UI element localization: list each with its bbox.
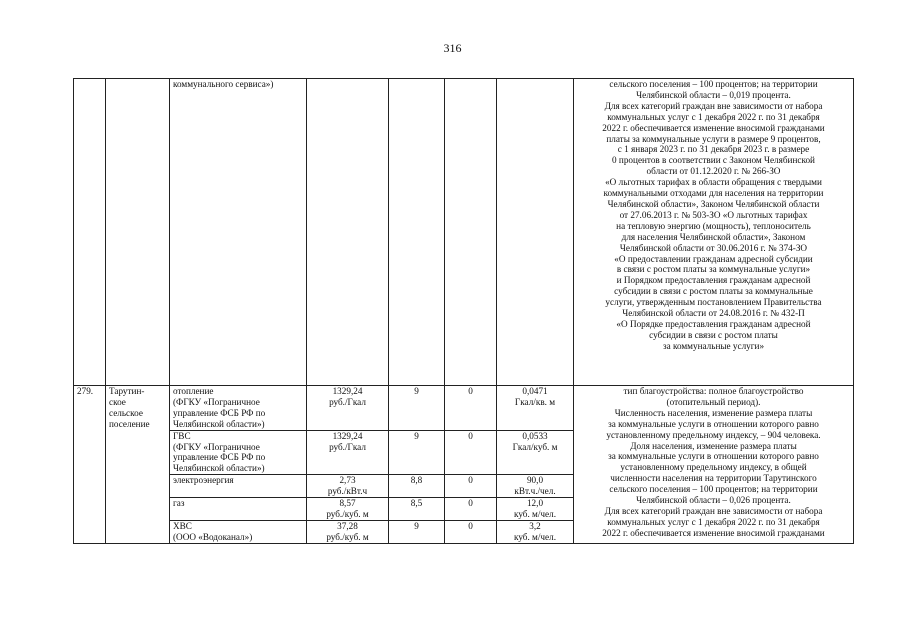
description-line: Доля населения, изменение размера платы: [630, 440, 797, 451]
number-cell: [74, 79, 106, 386]
norm-cell: [497, 79, 574, 386]
description-line: коммунальными отходами для населения на территории: [603, 188, 824, 199]
description-line: сельского поселения – 100 процентов; на территории: [609, 79, 818, 89]
tariff-value: [307, 498, 389, 521]
norm-value: [497, 386, 574, 431]
service-name-line: (ООО «Водоканал»): [173, 531, 253, 542]
index-value: 8,5: [389, 498, 445, 521]
index-value: 9: [389, 386, 445, 431]
service-name: [170, 520, 307, 543]
description-line: услуги, утвержденным постановлением Правительства: [605, 297, 822, 308]
norm-value: [497, 498, 574, 521]
description-line: субсидии в связи с ростом платы за коммунальные: [614, 286, 813, 297]
tariff-line: руб./куб. м: [326, 508, 369, 519]
norm-line: 90,0: [526, 475, 544, 486]
tariff-value: [307, 430, 389, 475]
service-name-line: Челябинской области»): [173, 418, 265, 429]
service-name-line: газ: [173, 498, 185, 509]
norm-value: [497, 475, 574, 498]
description-line: Челябинской области – 0,026 процента.: [636, 495, 791, 506]
norm-line: куб. м/чел.: [513, 531, 557, 542]
service-name: [170, 475, 307, 498]
zero-value: 0: [445, 520, 497, 543]
description-cell: [574, 79, 854, 386]
index-value: 9: [389, 520, 445, 543]
service-name: [170, 430, 307, 475]
description-line: Для всех категорий граждан вне зависимости от набора: [604, 505, 823, 516]
tariff-table: [73, 78, 854, 544]
service-name-line: ХВС: [173, 520, 192, 531]
service-name-line: управление ФСБ РФ по: [173, 407, 266, 418]
norm-line: кВт.ч./чел.: [514, 486, 556, 497]
tariff-line: 37,28: [337, 520, 358, 531]
norm-line: куб. м/чел.: [513, 508, 557, 519]
service-name-line: (ФГКУ «Пограничное: [173, 396, 260, 407]
description-line: за коммунальные услуги в отношении которого равно: [608, 418, 819, 429]
index-value: 8,8: [389, 475, 445, 498]
norm-value: [497, 520, 574, 543]
norm-line: 0,0471: [522, 386, 548, 396]
description-line: коммунальных услуг с 1 декабря 2022 г. по 31 декабря: [607, 111, 820, 122]
description-line: за коммунальные услуги в отношении которого равно: [608, 451, 819, 462]
description-line: за коммунальные услуги»: [662, 340, 765, 351]
zero-cell: [445, 79, 497, 386]
continuation-row: [74, 79, 854, 386]
description-line: области от 01.12.2020 г. № 266-ЗО: [646, 166, 781, 177]
norm-line: Гкал/кв. м: [514, 396, 556, 407]
service-name-line: электроэнергия: [173, 475, 234, 486]
description-line: установленному предельному индексу, в общей: [620, 462, 807, 473]
norm-line: 12,0: [526, 498, 544, 509]
description-line: Челябинской области», Законом Челябинской области: [607, 198, 820, 209]
tariff-value: [307, 520, 389, 543]
service-name-line: (ФГКУ «Пограничное: [173, 441, 260, 452]
service-text: коммунального сервиса»): [173, 79, 274, 89]
entry-number: 279.: [74, 386, 106, 544]
tariff-cell: [307, 79, 389, 386]
municipality-line: ское: [109, 396, 126, 407]
zero-value: 0: [445, 386, 497, 431]
service-cell: [170, 79, 307, 386]
description-line: для населения Челябинской области», Законом: [621, 231, 806, 242]
municipality-line: Тарутин-: [109, 386, 145, 396]
description-line: численности населения на территории Тарутинского: [610, 473, 817, 484]
page-number: 316: [443, 41, 462, 55]
index-cell: [389, 79, 445, 386]
description-line: с 1 января 2023 г. по 31 декабря 2023 г. в размере: [617, 144, 810, 155]
description-line: (отопительный период).: [666, 396, 761, 407]
entry-row: [74, 386, 854, 431]
tariff-value: [307, 386, 389, 431]
tariff-line: руб./куб. м: [326, 531, 369, 542]
municipality-cell: [106, 79, 170, 386]
description-line: сельского поселения – 100 процентов; на территории: [609, 484, 818, 495]
entry-description: [574, 386, 854, 544]
service-name-line: отопление: [173, 386, 214, 396]
description-line: Численность населения, изменение размера платы: [614, 407, 813, 418]
municipality-name: [106, 386, 170, 544]
norm-line: 0,0533: [522, 430, 548, 441]
description-line: коммунальных услуг с 1 декабря 2022 г. по 31 декабря: [607, 516, 820, 527]
norm-value: [497, 430, 574, 475]
description-line: установленному предельному индексу, – 904 человека.: [606, 429, 821, 440]
index-value: 9: [389, 430, 445, 475]
tariff-line: 8,57: [339, 498, 356, 509]
tariff-line: 1329,24: [332, 386, 363, 396]
tariff-line: 1329,24: [332, 430, 363, 441]
description-line: Для всех категорий граждан вне зависимости от набора: [604, 100, 823, 111]
description-line: тип благоустройства: полное благоустройство: [623, 386, 804, 396]
description-line: от 27.06.2013 г. № 503-ЗО «О льготных тарифах: [619, 209, 808, 220]
service-name: [170, 386, 307, 431]
service-name-line: ГВС: [173, 430, 191, 441]
description-line: «О Порядке предоставления гражданам адресной: [616, 318, 811, 329]
service-name-line: Челябинской области»): [173, 463, 265, 474]
description-line: «О предоставлении гражданам адресной субсидии: [614, 253, 813, 264]
description-line: и Порядком предоставления гражданам адресной: [616, 275, 811, 286]
tariff-line: руб./Гкал: [329, 396, 366, 407]
description-line: Челябинской области от 30.06.2016 г. № 374-ЗО: [619, 242, 808, 253]
tariff-line: руб./кВт.ч: [327, 486, 368, 497]
tariff-value: [307, 475, 389, 498]
zero-value: 0: [445, 498, 497, 521]
description-line: платы за коммунальные услуги в размере 9 процентов,: [606, 133, 821, 144]
description-line: 2022 г. обеспечивается изменение вносимой гражданами: [602, 122, 825, 133]
description-line: «О льготных тарифах в области обращения с твердыми: [605, 177, 822, 188]
description-line: Челябинской области – 0,019 процента.: [636, 89, 791, 100]
description-line: 0 процентов в соответствии с Законом Челябинской: [612, 155, 815, 166]
tariff-line: руб./Гкал: [329, 441, 366, 452]
norm-line: 3,2: [529, 520, 541, 531]
norm-line: Гкал/куб. м: [512, 441, 558, 452]
description-line: на тепловую энергию (мощность), теплоноситель: [616, 220, 811, 231]
description-line: субсидии в связи с ростом платы: [649, 329, 778, 340]
service-name-line: управление ФСБ РФ по: [173, 452, 266, 463]
municipality-line: сельское: [109, 407, 143, 418]
zero-value: 0: [445, 430, 497, 475]
description-line: Челябинской области от 24.08.2016 г. № 432-П: [622, 308, 805, 319]
service-name: [170, 498, 307, 521]
municipality-line: поселение: [109, 418, 150, 429]
zero-value: 0: [445, 475, 497, 498]
description-line: 2022 г. обеспечивается изменение вносимой гражданами: [602, 527, 825, 538]
description-line: в связи с ростом платы за коммунальные услуги»: [616, 264, 811, 275]
tariff-line: 2,73: [339, 475, 356, 486]
